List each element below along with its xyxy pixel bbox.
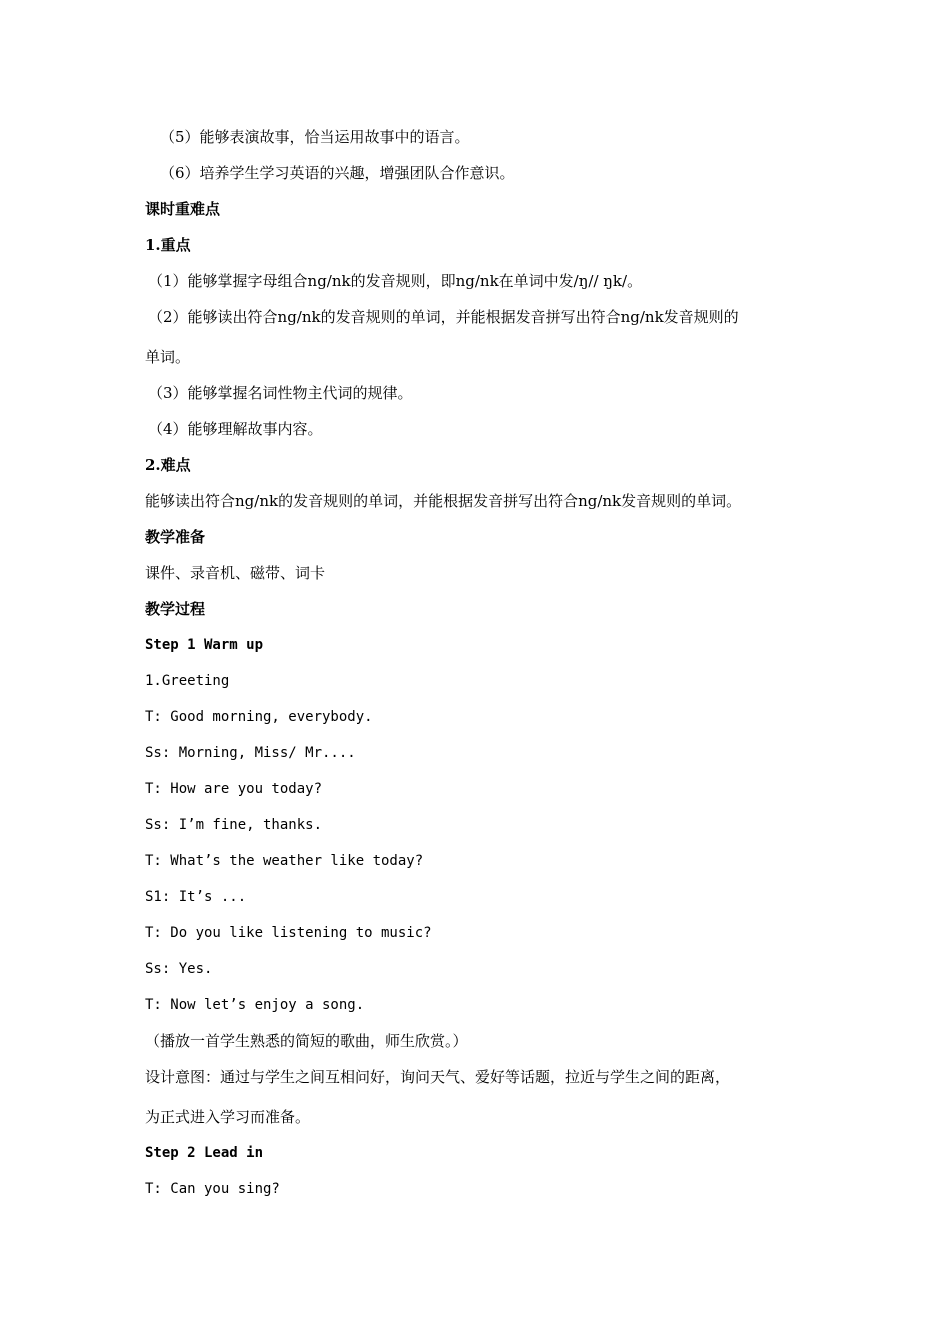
step-2-title: Step 2 Lead in bbox=[145, 1145, 264, 1161]
preparation-text: 课件、录音机、磁带、词卡 bbox=[145, 564, 326, 582]
focus-heading: 1.重点 bbox=[145, 236, 191, 254]
design-intent-line-2: 为正式进入学习而准备。 bbox=[145, 1108, 311, 1126]
step-2-dialogue-line: T: Can you sing? bbox=[145, 1181, 280, 1197]
section-heading-key-points: 课时重难点 bbox=[145, 200, 221, 218]
activity-note: （播放一首学生熟悉的简短的歌曲，师生欣赏。） bbox=[145, 1032, 468, 1050]
step-1-title: Step 1 Warm up bbox=[145, 637, 264, 653]
objective-item-6: （6）培养学生学习英语的兴趣，增强团队合作意识。 bbox=[160, 164, 515, 182]
dialogue-line: Ss: I’m fine, thanks. bbox=[145, 817, 323, 833]
design-intent-line-1: 设计意图：通过与学生之间互相问好，询问天气、爱好等话题，拉近与学生之间的距离， bbox=[145, 1068, 731, 1086]
difficulty-heading: 2.难点 bbox=[145, 456, 191, 474]
dialogue-line: Ss: Morning, Miss/ Mr.... bbox=[145, 745, 356, 761]
dialogue-line: T: Do you like listening to music? bbox=[145, 925, 432, 941]
dialogue-line: T: How are you today? bbox=[145, 781, 323, 797]
focus-item-3: （3）能够掌握名词性物主代词的规律。 bbox=[148, 384, 413, 402]
section-heading-preparation: 教学准备 bbox=[145, 528, 206, 546]
dialogue-line: S1: It’s ... bbox=[145, 889, 247, 905]
dialogue-line: T: Now let’s enjoy a song. bbox=[145, 997, 365, 1013]
focus-item-2-continued: 单词。 bbox=[145, 348, 191, 366]
objective-item-5: （5）能够表演故事，恰当运用故事中的语言。 bbox=[160, 128, 470, 146]
section-heading-process: 教学过程 bbox=[145, 600, 206, 618]
focus-item-2: （2）能够读出符合ng/nk的发音规则的单词，并能根据发音拼写出符合ng/nk发音规则的 bbox=[148, 308, 739, 326]
greeting-label: 1.Greeting bbox=[145, 673, 230, 689]
dialogue-line: T: What’s the weather like today? bbox=[145, 853, 424, 869]
focus-item-1: （1）能够掌握字母组合ng/nk的发音规则，即ng/nk在单词中发/ŋ// ŋk/。 bbox=[148, 272, 643, 290]
dialogue-line: T: Good morning, everybody. bbox=[145, 709, 373, 725]
dialogue-line: Ss: Yes. bbox=[145, 961, 213, 977]
difficulty-text: 能够读出符合ng/nk的发音规则的单词，并能根据发音拼写出符合ng/nk发音规则的单词。 bbox=[145, 492, 742, 510]
focus-item-4: （4）能够理解故事内容。 bbox=[148, 420, 323, 438]
